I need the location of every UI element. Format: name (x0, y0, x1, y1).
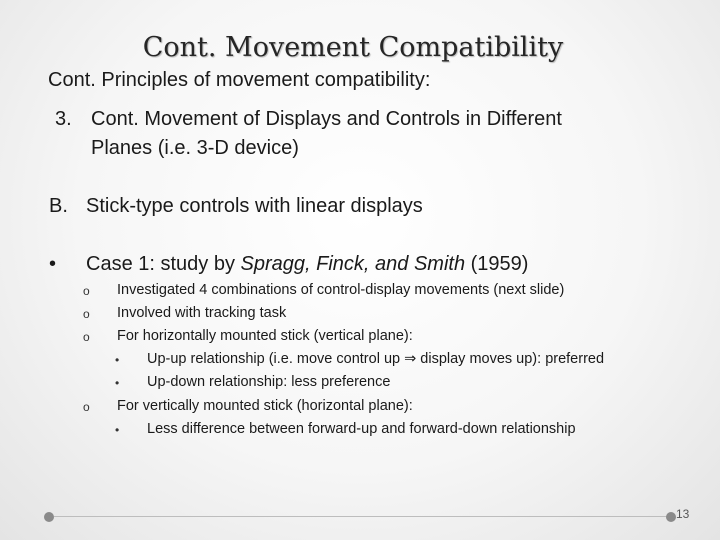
sub-marker-6: o (83, 400, 90, 414)
case-1-bullet: • (49, 253, 57, 275)
item-3-number: 3. (55, 108, 72, 130)
page-number: 13 (676, 507, 690, 521)
sub-item-6: For vertically mounted stick (horizontal plane): (117, 398, 413, 414)
intro-text: Cont. Principles of movement compatibility: (48, 69, 431, 91)
section-b-text: Stick-type controls with linear displays (86, 195, 423, 217)
sub-item-2: Involved with tracking task (117, 305, 287, 321)
sub-marker-3: o (83, 330, 90, 344)
slide-title: Cont. Movement Compatibility (142, 32, 564, 63)
case-1-prefix: Case 1: study by (86, 253, 241, 275)
sub-item-1: Investigated 4 combinations of control-display movements (next slide) (117, 282, 565, 298)
case-1-heading (86, 253, 528, 276)
sub-marker-7: • (115, 423, 120, 437)
item-3-line-2: Planes (i.e. 3-D device) (91, 137, 299, 159)
sub-marker-4: • (115, 353, 120, 367)
sub-marker-1: o (83, 284, 90, 298)
item-3-line-1: Cont. Movement of Displays and Controls in Different (91, 108, 562, 130)
footer-right-dot (666, 512, 676, 522)
sub-item-7: Less difference between forward-up and forward-down relationship (147, 421, 576, 437)
footer-left-dot (44, 512, 54, 522)
sub-item-3: For horizontally mounted stick (vertical plane): (117, 328, 413, 344)
sub-marker-2: o (83, 307, 90, 321)
sub-marker-5: • (115, 376, 120, 390)
section-b-label: B. (49, 195, 68, 217)
case-1-authors: Spragg, Finck, and Smith (240, 253, 466, 275)
sub-item-5: Up-down relationship: less preference (147, 374, 391, 390)
case-1-suffix: (1959) (465, 253, 529, 275)
footer-divider (54, 516, 668, 517)
sub-item-4: Up-up relationship (i.e. move control up ⇒ display moves up): preferred (147, 351, 605, 367)
